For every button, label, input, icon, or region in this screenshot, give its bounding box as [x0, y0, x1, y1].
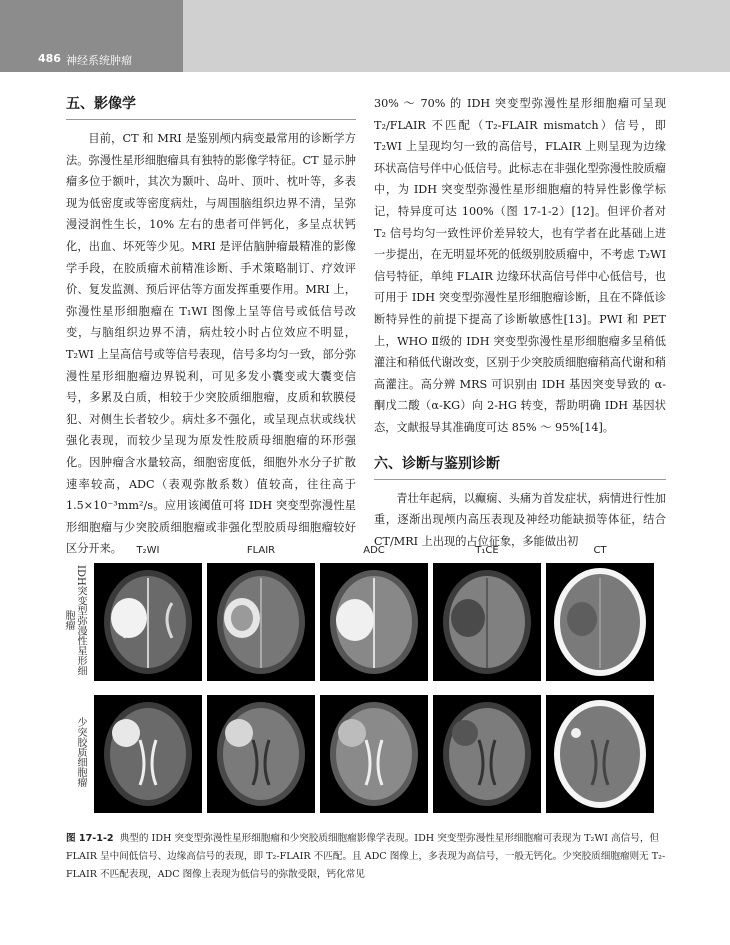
running-head: 神经系统肿瘤 — [66, 54, 132, 67]
col-label-t2wi: T₂WI — [136, 545, 160, 556]
panel-row2-t1ce — [433, 695, 541, 813]
panel-row1-adc — [320, 563, 428, 681]
left-column — [66, 93, 356, 560]
panel-row2-flair — [207, 695, 315, 813]
mismatch-paragraph: 30% ～ 70% 的 IDH 突变型弥漫性星形细胞瘤可呈现 T₂/FLAIR 不匹配（T₂-FLAIR mismatch）信号，即 T₂WI 上呈现均匀一致的高信号，FLAIR 上则呈现为边缘环状高信号伴中心低信号。此标志在非强化型弥漫性胶质瘤中，为 IDH 突变型弥漫性星形细胞瘤的特异性影像学标记，特异度可达 100%（图 17-1-2）[12]。但评价者对 T₂ 信号均匀一致性评价差异较大，也有学者在此基础上进一步提出，在无明显坏死的低级别胶质瘤中，不考虑 T₂WI 信号特征，单纯 FLAIR 边缘环状高信号伴中心低信号，也可用于 IDH 突变型弥漫性星形细胞瘤诊断，且在不降低诊断特异性的前提下提高了诊断敏感性[13]。PWI 和 PET 上，WHO Ⅱ级的 IDH 突变型弥漫性星形细胞瘤多呈稍低灌注和稍低代谢改变，区别于少突胶质细胞瘤稍高代谢和稍高灌注。高分辨 MRS 可识别由 IDH 基因突变导致的 α-酮戊二酸（α-KG）向 2-HG 转变，帮助明确 IDH 基因状态，文献报导其准确度可达 85% ～ 95%[14]。 — [374, 97, 666, 434]
right-column — [374, 93, 666, 552]
caption-text: 典型的 IDH 突变型弥漫性星形细胞瘤和少突胶质细胞瘤影像学表现。IDH 突变型弥漫性星形细胞瘤可表现为 T₂WI 高信号，但 FLAIR 呈中间低信号、边缘高信号的表现，即 T₂-FLAIR 不匹配。且 ADC 图像上，多表现为高信号，一般无钙化。少突胶质细胞瘤则无 T₂-FLAIR 不匹配表现，ADC 图像上表现为低信号的弥散受限，钙化常见 — [66, 833, 666, 880]
row-label-astrocytoma: IDH突变型弥漫性星形细胞瘤 — [63, 564, 86, 676]
panel-row1-t2wi — [94, 563, 202, 681]
row-label-oligodendroglioma: 少突胶质细胞瘤 — [75, 717, 86, 787]
panel-row1-t1ce — [433, 563, 541, 681]
col-label-ct: CT — [593, 545, 607, 556]
imaging-paragraph: 目前，CT 和 MRI 是鉴别颅内病变最常用的诊断学方法。弥漫性星形细胞瘤具有独特的影像学特征。CT 显示肿瘤多位于额叶，其次为颞叶、岛叶、顶叶、枕叶等，多表现为低密度或等密度病灶，与周围脑组织边界不清，呈弥漫浸润性生长，10% 左右的患者可伴钙化，多呈点状钙化，出血、坏死等少见。MRI 是评估脑肿瘤最精准的影像学手段，在胶质瘤术前精准诊断、手术策略制订、疗效评价、复发监测、预后评估等方面发挥重要作用。MRI 上，弥漫性星形细胞瘤在 T₁WI 图像上呈等信号或低信号改变，与脑组织边界不清，病灶较小时占位效应不明显，T₂WI 上呈高信号或等信号表现，信号多均匀一致，部分弥漫性星形细胞瘤边界锐利，可见多发小囊变或大囊变信号，多累及白质，相较于少突胶质细胞瘤，皮质和软膜侵犯、对侧生长者较少。病灶多不强化，或呈现点状或线状强化表现，而较少呈现为原发性胶质母细胞瘤的环形强化。因肿瘤含水量较高，细胞密度低，细胞外水分子扩散速率较高，ADC（表观弥散系数）值较高，往往高于 1.5×10⁻³mm²/s。应用该阈值可将 IDH 突变型弥漫性星形细胞瘤与少突胶质细胞瘤或非强化型胶质母细胞瘤较好区分开来。 — [66, 132, 356, 556]
section5-title: 五、影像学 — [66, 93, 356, 120]
panel-row1-flair — [207, 563, 315, 681]
diagnosis-paragraph: 青壮年起病，以癫痫、头痛为首发症状，病情进行性加重，逐渐出现颅内高压表现及神经功能缺损等体征，结合 CT/MRI 上出现的占位征象，多能做出初 — [374, 491, 666, 548]
col-label-flair: FLAIR — [246, 545, 276, 556]
col-label-t1ce: T₁CE — [475, 545, 499, 556]
page-number: 486 — [38, 52, 61, 65]
panel-row2-ct — [546, 695, 654, 813]
panel-row2-t2wi — [94, 695, 202, 813]
panel-row2-adc — [320, 695, 428, 813]
mri-figure — [63, 545, 668, 825]
section6-title: 六、诊断与鉴别诊断 — [374, 453, 666, 480]
caption-label: 图 17-1-2 — [66, 833, 114, 844]
panel-row1-ct — [546, 563, 654, 681]
col-label-adc: ADC — [363, 545, 385, 556]
figure-caption — [66, 830, 668, 884]
